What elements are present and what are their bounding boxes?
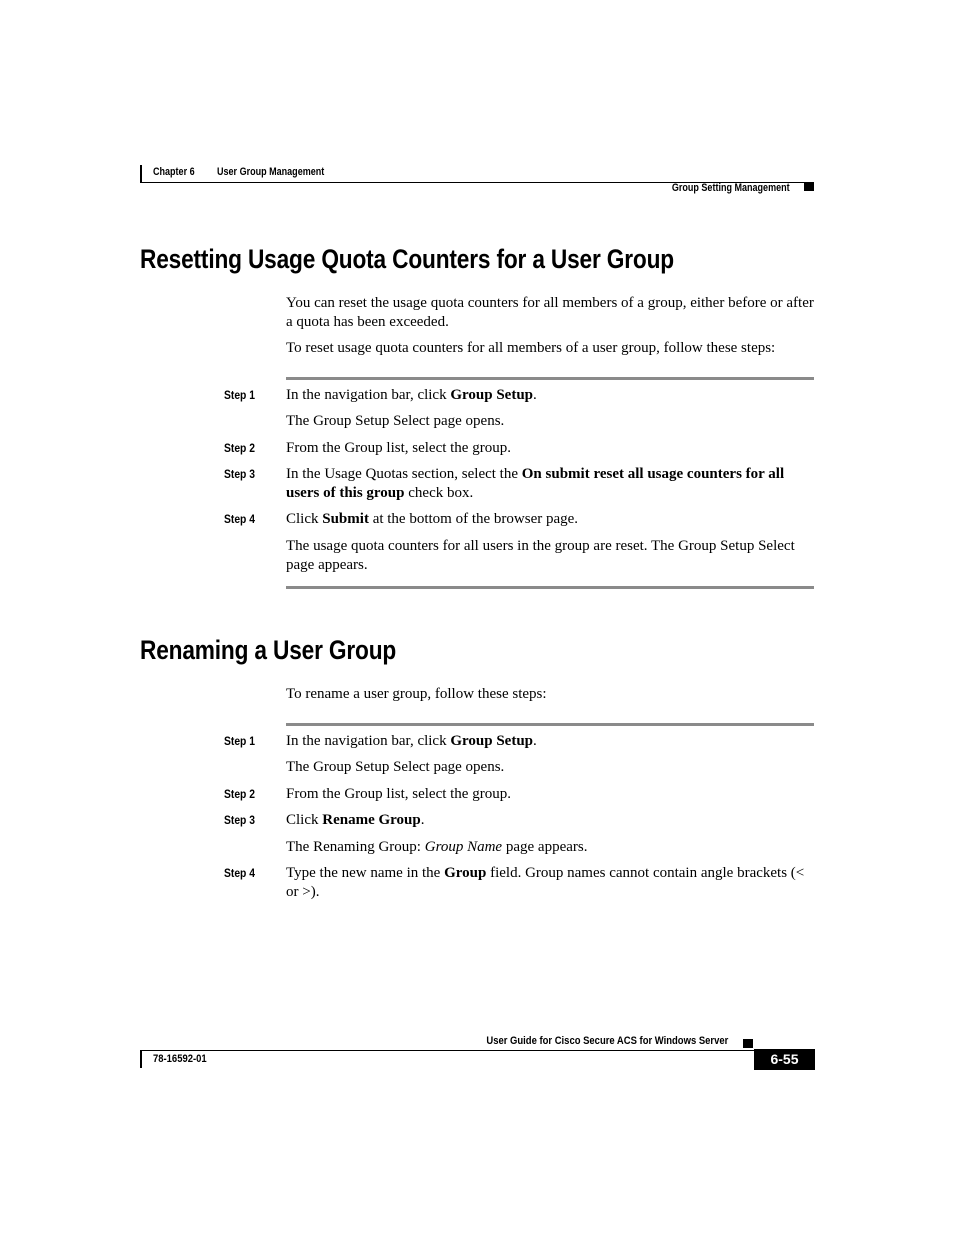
step-text: From the Group list, select the group. <box>286 440 511 456</box>
step-text: In the navigation bar, click Group Setup. <box>286 387 537 403</box>
page-number-badge: 6-55 <box>754 1049 815 1070</box>
header-chapter-title: User Group Management <box>217 166 325 178</box>
step-text: Type the new name in the Group field. Group names cannot contain angle brackets (< or >). <box>286 865 805 900</box>
procedure-rule-top <box>286 723 814 726</box>
step-label: Step 3 <box>224 467 255 481</box>
step-label: Step 3 <box>224 813 255 827</box>
footer-guide-title: User Guide for Cisco Secure ACS for Windows Server <box>486 1035 728 1047</box>
step-result: The Renaming Group: Group Name page appears. <box>286 839 588 855</box>
intro-paragraph: To reset usage quota counters for all members of a user group, follow these steps: <box>286 340 776 356</box>
intro-paragraph: To rename a user group, follow these steps: <box>286 686 547 702</box>
header-left-bar <box>140 165 142 183</box>
step-label: Step 1 <box>224 734 255 748</box>
header-section-title: Group Setting Management <box>672 182 790 194</box>
step-label: Step 4 <box>224 866 255 880</box>
step-text: Click Submit at the bottom of the browser page. <box>286 511 579 527</box>
footer-marker <box>743 1039 753 1048</box>
footer-doc-number: 78-16592-01 <box>153 1053 207 1065</box>
header-marker <box>804 182 814 191</box>
step-text: In the navigation bar, click Group Setup. <box>286 733 537 749</box>
procedure-rule-top <box>286 377 814 380</box>
section-heading-reset-quota: Resetting Usage Quota Counters for a User Group <box>140 244 674 274</box>
step-result: The usage quota counters for all users in the group are reset. The Group Setup Select page appears. <box>286 538 795 573</box>
header-chapter: Chapter 6 <box>153 166 195 178</box>
step-label: Step 2 <box>224 787 255 801</box>
step-result: The Group Setup Select page opens. <box>286 759 505 775</box>
footer-left-bar <box>140 1050 142 1068</box>
step-text: Click Rename Group. <box>286 812 425 828</box>
footer-rule <box>140 1050 754 1051</box>
step-result: The Group Setup Select page opens. <box>286 413 505 429</box>
step-text: From the Group list, select the group. <box>286 786 511 802</box>
step-label: Step 4 <box>224 512 255 526</box>
section-heading-rename-group: Renaming a User Group <box>140 635 397 665</box>
intro-paragraph: You can reset the usage quota counters for all members of a group, either before or after a quota has been exceeded. <box>286 295 814 330</box>
step-label: Step 1 <box>224 388 255 402</box>
step-text: In the Usage Quotas section, select the On submit reset all usage counters for all users of this group check box. <box>286 466 785 501</box>
step-label: Step 2 <box>224 441 255 455</box>
procedure-rule-bottom <box>286 586 814 589</box>
